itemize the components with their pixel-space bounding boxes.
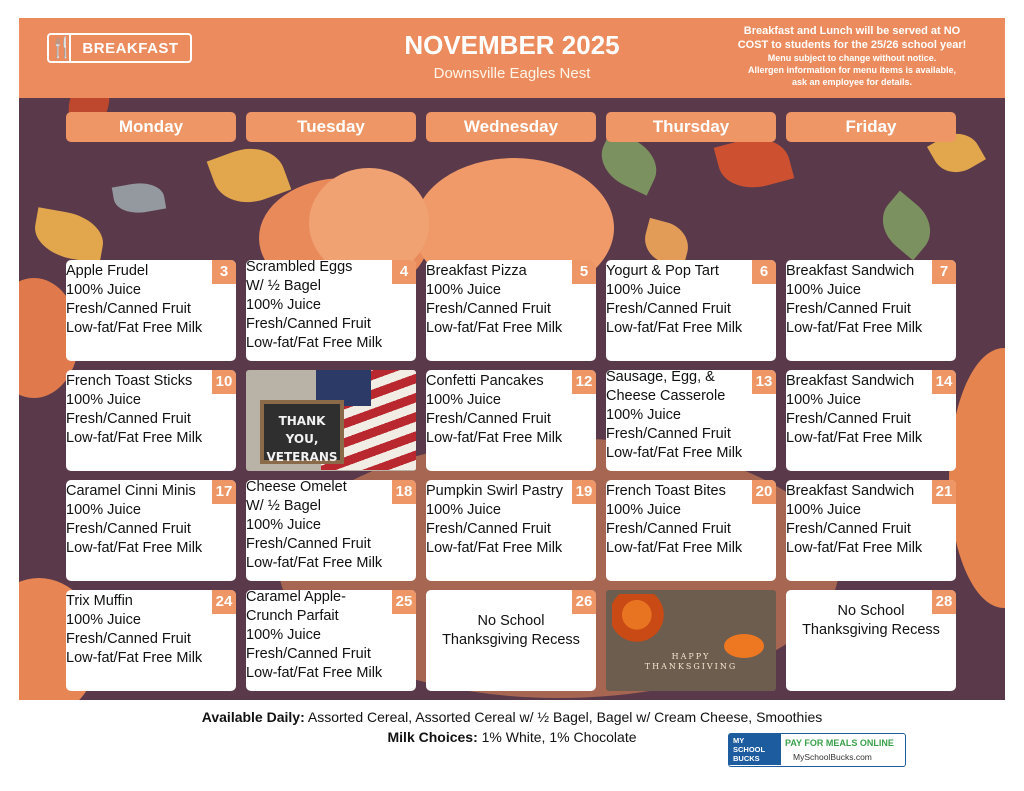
available-label: Available Daily: [201, 709, 305, 725]
menu-item: French Toast Sticks [66, 373, 193, 389]
day-cell [606, 480, 776, 581]
day-cell [426, 370, 596, 471]
menu-items [66, 372, 236, 448]
day-cell [786, 260, 956, 361]
menu-item: Fresh/Canned Fruit [66, 521, 191, 537]
page-subtitle: Downsville Eagles Nest [433, 65, 591, 82]
autumn-background [19, 18, 1005, 700]
menu-item: 100% Juice [66, 612, 141, 628]
menu-items [786, 262, 956, 338]
menu-items [66, 482, 236, 558]
menu-item: Low-fat/Fat Free Milk [66, 320, 203, 336]
thanksgiving-letters [606, 652, 776, 672]
menu-item: Breakfast Sandwich [786, 483, 915, 499]
day-number: 18 [392, 480, 416, 504]
menu-item: No School [477, 613, 545, 629]
menu-item: W/ ½ Bagel [246, 278, 321, 294]
weekday-header: Friday [786, 112, 956, 142]
day-number: 5 [572, 260, 596, 284]
menu-item: 100% Juice [246, 297, 321, 313]
day-cell [786, 480, 956, 581]
menu-item: 100% Juice [786, 282, 861, 298]
menu-item: 100% Juice [426, 282, 501, 298]
day-cell [66, 480, 236, 581]
menu-item: Low-fat/Fat Free Milk [246, 335, 383, 351]
day-cell [246, 590, 416, 691]
menu-item: Fresh/Canned Fruit [786, 521, 911, 537]
thanksgiving-image [606, 590, 776, 691]
menu-items [246, 480, 416, 573]
day-number: 17 [212, 480, 236, 504]
notice-line: ask an employee for details. [791, 77, 913, 87]
menu-item: Fresh/Canned Fruit [606, 521, 731, 537]
day-number: 6 [752, 260, 776, 284]
menu-item: Confetti Pancakes [426, 373, 544, 389]
notice-line: COST to students for the 25/26 school year! [737, 39, 967, 51]
menu-item: 100% Juice [606, 407, 681, 423]
menu-item: Cheese Omelet [246, 480, 347, 495]
day-number: 12 [572, 370, 596, 394]
msb-tagline: PAY FOR MEALS ONLINE [785, 738, 894, 748]
menu-item: 100% Juice [66, 392, 141, 408]
day-cell [606, 370, 776, 471]
day-number: 21 [932, 480, 956, 504]
menu-item: 100% Juice [606, 282, 681, 298]
menu-item: 100% Juice [786, 392, 861, 408]
menu-item: Low-fat/Fat Free Milk [426, 540, 563, 556]
veterans-day-image [246, 370, 416, 471]
menu-item: Low-fat/Fat Free Milk [786, 430, 923, 446]
day-cell [246, 480, 416, 581]
page-title: NOVEMBER 2025 [404, 30, 620, 60]
menu-item: Yogurt & Pop Tart [606, 263, 719, 279]
letter-tiles-text: HAPPY [671, 652, 711, 661]
menu-item: French Toast Bites [606, 483, 726, 499]
msb-line: SCHOOL [733, 745, 766, 754]
menu-item: Low-fat/Fat Free Milk [66, 430, 203, 446]
menu-item: 100% Juice [66, 282, 141, 298]
menu-items [66, 262, 236, 338]
menu-item: Thanksgiving Recess [802, 622, 940, 638]
weekday-header: Wednesday [426, 112, 596, 142]
day-number: 7 [932, 260, 956, 284]
available-daily [0, 709, 1024, 725]
day-number: 19 [572, 480, 596, 504]
menu-item: Pumpkin Swirl Pastry [426, 483, 563, 499]
sign-text: VETERANS [266, 450, 338, 464]
day-cell [66, 260, 236, 361]
menu-item: Low-fat/Fat Free Milk [66, 650, 203, 666]
menu-item: Fresh/Canned Fruit [66, 631, 191, 647]
header-banner [19, 18, 1005, 98]
menu-item: Low-fat/Fat Free Milk [786, 320, 923, 336]
menu-items [426, 372, 596, 448]
menu-items [246, 260, 416, 353]
menu-item: W/ ½ Bagel [246, 498, 321, 514]
day-cell [246, 260, 416, 361]
day-cell [786, 590, 956, 691]
menu-items [426, 612, 596, 650]
menu-item: Fresh/Canned Fruit [786, 411, 911, 427]
day-number: 20 [752, 480, 776, 504]
msb-url[interactable]: MySchoolBucks.com [793, 752, 872, 762]
weekday-header: Monday [66, 112, 236, 142]
menu-item: Fresh/Canned Fruit [426, 411, 551, 427]
day-number: 4 [392, 260, 416, 284]
menu-item: Caramel Apple- [246, 590, 346, 605]
day-number: 25 [392, 590, 416, 614]
menu-item: 100% Juice [66, 502, 141, 518]
menu-item: Fresh/Canned Fruit [606, 301, 731, 317]
day-cell [66, 370, 236, 471]
notice-line: Allergen information for menu items is available, [747, 65, 957, 75]
menu-items [66, 592, 236, 668]
menu-items [786, 372, 956, 448]
menu-items [426, 262, 596, 338]
milk-text: 1% White, 1% Chocolate [481, 729, 637, 745]
available-text: Assorted Cereal, Assorted Cereal w/ ½ Bagel, Bagel w/ Cream Cheese, Smoothies [307, 709, 823, 725]
menu-item: Thanksgiving Recess [442, 632, 580, 648]
menu-item: Fresh/Canned Fruit [426, 301, 551, 317]
day-number: 10 [212, 370, 236, 394]
notice-line: Breakfast and Lunch will be served at NO [743, 25, 961, 37]
menu-item: Fresh/Canned Fruit [66, 411, 191, 427]
day-number: 28 [932, 590, 956, 614]
menu-items [246, 590, 416, 683]
day-cell [786, 370, 956, 471]
menu-item: Breakfast Sandwich [786, 263, 915, 279]
letter-tiles-text: THANKSGIVING [644, 662, 738, 671]
leaves-graphic [612, 594, 674, 646]
menu-item: Low-fat/Fat Free Milk [246, 665, 383, 681]
weekday-header: Thursday [606, 112, 776, 142]
menu-item: 100% Juice [246, 627, 321, 643]
myschoolbucks-logo[interactable] [728, 733, 906, 767]
notice-line: Menu subject to change without notice. [767, 53, 937, 63]
menu-item: Fresh/Canned Fruit [606, 426, 731, 442]
menu-item: No School [837, 603, 905, 619]
day-number: 13 [752, 370, 776, 394]
weekday-header: Tuesday [246, 112, 416, 142]
menu-items [606, 482, 776, 558]
day-cell [426, 480, 596, 581]
msb-wordmark [729, 734, 781, 765]
milk-label: Milk Choices: [387, 729, 478, 745]
menu-item: Fresh/Canned Fruit [246, 646, 371, 662]
day-cell [606, 260, 776, 361]
menu-item: Caramel Cinni Minis [66, 483, 196, 499]
menu-item: Low-fat/Fat Free Milk [606, 445, 743, 461]
menu-item: Fresh/Canned Fruit [426, 521, 551, 537]
menu-item: Low-fat/Fat Free Milk [786, 540, 923, 556]
menu-item: 100% Juice [786, 502, 861, 518]
fork-knife-icon: 🍴 [49, 37, 74, 59]
day-number: 24 [212, 590, 236, 614]
menu-items [606, 370, 776, 463]
logo-label: BREAKFAST [82, 39, 179, 57]
day-cell [426, 590, 596, 691]
menu-item: Low-fat/Fat Free Milk [606, 540, 743, 556]
menu-item: Low-fat/Fat Free Milk [606, 320, 743, 336]
breakfast-logo [47, 33, 192, 63]
day-number: 3 [212, 260, 236, 284]
menu-item: Sausage, Egg, & [606, 370, 715, 385]
chalkboard-sign [260, 400, 344, 464]
menu-item: Low-fat/Fat Free Milk [426, 430, 563, 446]
menu-items [426, 482, 596, 558]
msb-line: BUCKS [733, 754, 760, 763]
menu-item: Crunch Parfait [246, 608, 339, 624]
day-number: 26 [572, 590, 596, 614]
menu-items [786, 602, 956, 640]
msb-line: MY [733, 736, 745, 745]
menu-item: Cheese Casserole [606, 388, 726, 404]
menu-item: Low-fat/Fat Free Milk [246, 555, 383, 571]
menu-item: 100% Juice [426, 502, 501, 518]
menu-item: 100% Juice [426, 392, 501, 408]
day-number: 14 [932, 370, 956, 394]
menu-item: Fresh/Canned Fruit [246, 316, 371, 332]
menu-item: 100% Juice [606, 502, 681, 518]
menu-item: Fresh/Canned Fruit [786, 301, 911, 317]
menu-item: Fresh/Canned Fruit [66, 301, 191, 317]
menu-item: Breakfast Sandwich [786, 373, 915, 389]
menu-item: Low-fat/Fat Free Milk [66, 540, 203, 556]
menu-item: Breakfast Pizza [426, 263, 527, 279]
menu-item: Apple Frudel [66, 263, 149, 279]
menu-items [786, 482, 956, 558]
day-cell [66, 590, 236, 691]
menu-item: 100% Juice [246, 517, 321, 533]
menu-item: Low-fat/Fat Free Milk [426, 320, 563, 336]
menu-item: Trix Muffin [66, 593, 133, 609]
menu-item: Scrambled Eggs [246, 260, 353, 275]
menu-items [606, 262, 776, 338]
day-cell [426, 260, 596, 361]
sign-text: THANK YOU, [278, 414, 326, 446]
notice-text [709, 24, 995, 88]
menu-item: Fresh/Canned Fruit [246, 536, 371, 552]
